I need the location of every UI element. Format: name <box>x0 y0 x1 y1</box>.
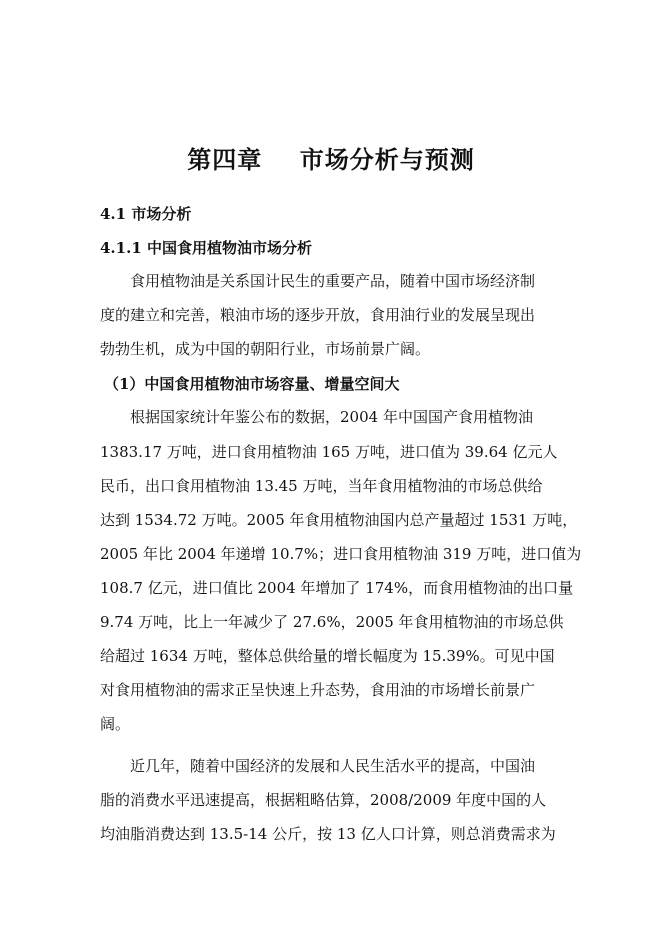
paragraph2-line-10: 阔。 <box>100 715 131 733</box>
paragraph1-line-1: 食用植物油是关系国计民生的重要产品，随着中国市场经济制 <box>130 272 536 290</box>
paragraph2-line-5: 2005 年比 2004 年递增 10.7%；进口食用植物油 319 万吨，进口值为 <box>100 545 582 563</box>
paragraph1-line-2: 度的建立和完善，粮油市场的逐步开放，食用油行业的发展呈现出 <box>100 306 536 324</box>
paragraph2-line-4: 达到 1534.72 万吨。2005 年食用植物油国内总产量超过 1531 万吨， <box>100 511 578 529</box>
paragraph1-line-3: 勃勃生机，成为中国的朝阳行业，市场前景广阔。 <box>100 340 431 358</box>
paragraph3-line-1: 近几年，随着中国经济的发展和人民生活水平的提高，中国油 <box>130 757 536 775</box>
paragraph2-line-8: 给超过 1634 万吨，整体总供给量的增长幅度为 15.39%。可见中国 <box>100 647 555 665</box>
paragraph2-line-7: 9.74 万吨，比上一年减少了 27.6%，2005 年食用植物油的市场总供 <box>100 613 564 631</box>
paragraph3-line-3: 均油脂消费达到 13.5-14 公斤，按 13 亿人口计算，则总消费需求为 <box>100 825 556 843</box>
paragraph2-line-2: 1383.17 万吨，进口食用植物油 165 万吨，进口值为 39.64 亿元人 <box>100 443 558 461</box>
subsection-heading: 4.1.1 中国食用植物油市场分析 <box>100 239 312 257</box>
paragraph2-line-1: 根据国家统计年鉴公布的数据，2004 年中国国产食用植物油 <box>130 408 533 426</box>
paragraph3-line-2: 脂的消费水平迅速提高，根据粗略估算，2008/2009 年度中国的人 <box>100 791 547 809</box>
chapter-title: 第四章 市场分析与预测 <box>187 145 475 174</box>
paragraph2-line-6: 108.7 亿元，进口值比 2004 年增加了 174%，而食用植物油的出口量 <box>100 579 574 597</box>
item-heading-1: （1）中国食用植物油市场容量、增量空间大 <box>104 375 400 393</box>
paragraph2-line-9: 对食用植物油的需求正呈快速上升态势，食用油的市场增长前景广 <box>100 681 536 699</box>
section-heading: 4.1 市场分析 <box>100 205 192 223</box>
paragraph2-line-3: 民币，出口食用植物油 13.45 万吨，当年食用植物油的市场总供给 <box>100 477 543 495</box>
